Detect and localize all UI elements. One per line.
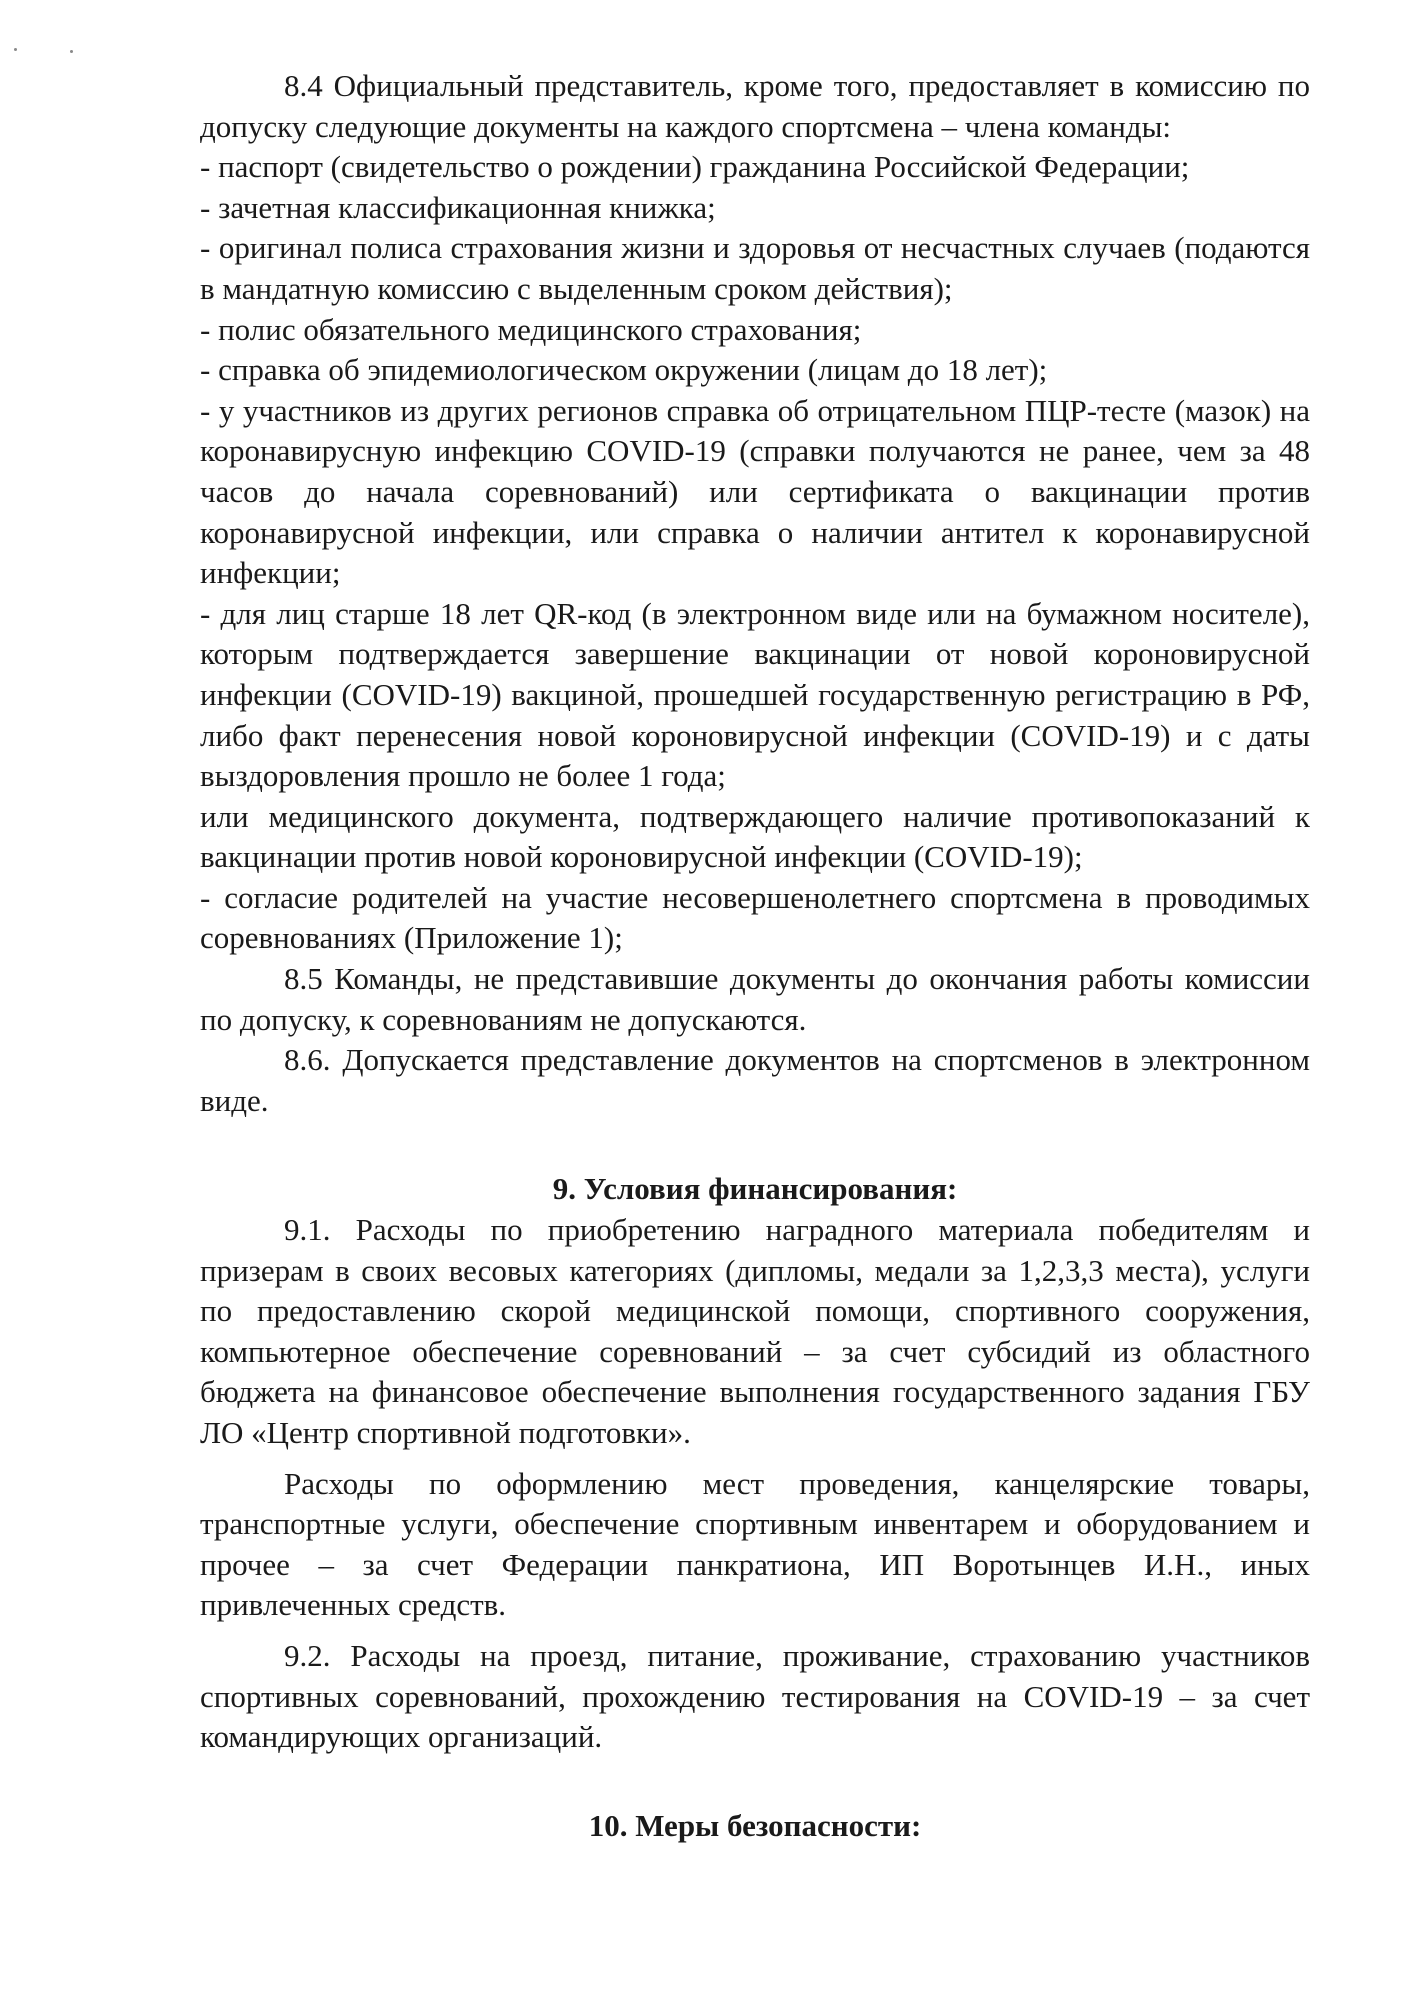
list-item-qr-code: - для лиц старше 18 лет QR-код (в электронном виде или на бумажном носителе), которым подтверждается завершение вакцинации от новой короновирусной инфекции (COVID-19) вакциной, прошедшей государственную регистрацию в РФ, либо факт перенесения новой короновирусной инфекции (COVID-19) и с даты выздоровления прошло не более 1 года;	[200, 595, 1310, 794]
scan-speck	[70, 50, 73, 53]
paragraph-8-6: 8.6. Допускается представление документов на спортсменов в электронном виде.	[200, 1042, 1310, 1118]
paragraph-9-2: 9.2. Расходы на проезд, питание, проживание, страхованию участников спортивных соревнований, прохождению тестирования на COVID-19 – за счет командирующих организаций.	[200, 1637, 1310, 1755]
list-item-parental-consent: - согласие родителей на участие несовершенолетнего спортсмена в проводимых соревнованиях (Приложение 1);	[200, 879, 1310, 956]
paragraph-9-1: 9.1. Расходы по приобретению наградного материала победителям и призерам в своих весовых категориях (дипломы, медали за 1,2,3,3 места), услуги по предоставлению скорой медицинской помощи, спортивного сооружения, компьютерное обеспечение соревнований – за счет субсидий из областного бюджета на финансовое обеспечение выполнения государственного задания ГБУ ЛО «Центр спортивной подготовки».	[200, 1212, 1310, 1450]
list-item-passport: - паспорт (свидетельство о рождении) гражданина Российской Федерации;	[200, 149, 1190, 185]
scan-speck	[14, 48, 17, 51]
section-9-heading: 9. Условия финансирования:	[552, 1171, 958, 1207]
list-item-pcr-test: - у участников из других регионов справка об отрицательном ПЦР-тесте (мазок) на коронавирусную инфекцию COVID-19 (справки получаются не ранее, чем за 48 часов до начала соревнований) или сертификата о вакцинации против коронавирусной инфекции, или справка о наличии антител к коронавирусной инфекции;	[200, 392, 1310, 591]
list-item-insurance-policy: - оригинал полиса страхования жизни и здоровья от несчастных случаев (подаются в мандатную комиссию с выделенным сроком действия);	[200, 230, 1310, 306]
list-item-classification-book: - зачетная классификационная книжка;	[200, 189, 716, 225]
list-item-epidemiological-certificate: - справка об эпидемиологическом окружении (лицам до 18 лет);	[200, 352, 1048, 388]
list-item-medical-insurance: - полис обязательного медицинского страхования;	[200, 311, 862, 347]
section-10-heading: 10. Меры безопасности:	[588, 1807, 922, 1843]
paragraph-9-1-expenses: Расходы по оформлению мест проведения, канцелярские товары, транспортные услуги, обеспечение спортивным инвентарем и оборудованием и прочее – за счет Федерации панкратиона, ИП Воротынцев И.Н., иных привлеченных средств.	[200, 1465, 1310, 1623]
paragraph-8-5: 8.5 Команды, не представившие документы до окончания работы комиссии по допуску, к соревнованиям не допускаются.	[200, 961, 1310, 1037]
document-body	[200, 66, 1310, 1846]
list-item-medical-document: или медицинского документа, подтверждающего наличие противопоказаний к вакцинации против новой короновирусной инфекции (COVID-19);	[200, 798, 1310, 875]
paragraph-8-4: 8.4 Официальный представитель, кроме того, предоставляет в комиссию по допуску следующие документы на каждого спортсмена – члена команды:	[200, 68, 1310, 144]
